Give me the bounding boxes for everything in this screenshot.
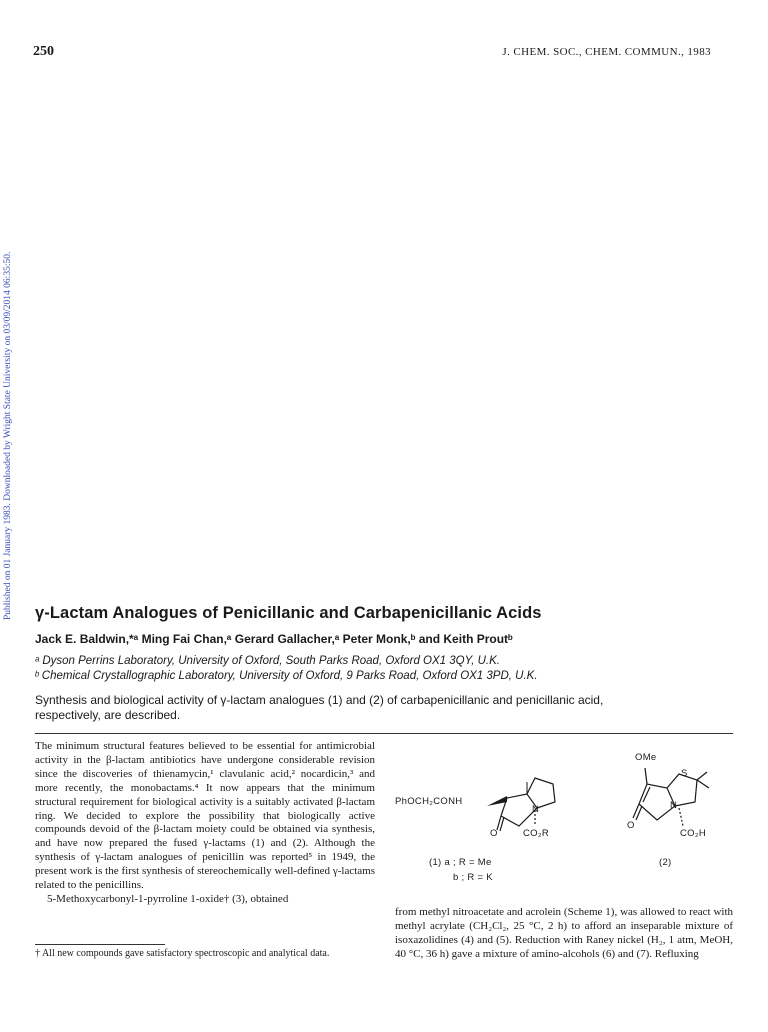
paragraph-intro: The minimum structural features believed to be essential for antimicrobial activity in the β-lactam antibiotics have undergone considerable revision since the discoveries of thienamycin,¹ clavulanic acid,² nocardicin,³ and more recently, the monobactams.⁴ It now appears that the minimum structural requirement for biological activity is a suitably activated β-lactam ring. We decided to explore the possibility that biologically active compounds devoid of the β-lactam moiety could be obtained via synthesis, and have now prepared the fused γ-lactams (1) and (2). Although the synthesis of γ-lactam analogues of penicillin was reported⁵ in 1949, the present work is the first synthesis of stereochemically well-defined γ-lactams related to the penicillins. [35, 740, 375, 892]
nitrogen-label-2: N [670, 800, 678, 811]
compound-1a-label: (1) a ; R = Me [429, 857, 492, 868]
structure-2-bonds [633, 768, 709, 826]
paragraph-continued: from methyl nitroacetate and acrolein (Scheme 1), was allowed to react with methyl acrylate (CH₂Cl₂, 25 °C, 2 h) to afford an inseparable mixture of isoxazolidines (4) and (5). Reduction with Raney nickel (H₂, 1 atm, MeOH, 40 °C, 36 h) gave a mixture of amino-alcohols (6) and (7). Refluxing [395, 906, 733, 960]
chemical-structures-figure [395, 744, 733, 894]
download-note[interactable]: Published on 01 January 1983. Downloaded by Wright State University on 03/09/2014 06:35:50. [3, 251, 13, 620]
body-column-right [395, 906, 733, 962]
affiliation-b: ᵇ Chemical Crystallographic Laboratory, University of Oxford, 9 Parks Road, Oxford OX1 3PD, U.K. [35, 670, 538, 682]
nitrogen-label: N [532, 804, 540, 815]
footnote-divider [35, 944, 165, 945]
structure-drawing [395, 744, 733, 894]
structure-1-bonds [497, 778, 555, 831]
sulfur-label: S [681, 768, 688, 779]
abstract: Synthesis and biological activity of γ-lactam analogues (1) and (2) of carbapenicillanic and penicillanic acid, respectively, are described. [35, 693, 604, 722]
oxygen-label: O [490, 828, 498, 839]
acid-label: CO₂H [680, 828, 706, 839]
article-title: γ-Lactam Analogues of Penicillanic and Carbapenicillanic Acids [35, 604, 542, 622]
author-list: Jack E. Baldwin,*ᵃ Ming Fai Chan,ᵃ Gerard Gallacher,ᵃ Peter Monk,ᵇ and Keith Proutᵇ [35, 632, 513, 646]
footnote: † All new compounds gave satisfactory spectroscopic and analytical data. [35, 948, 330, 959]
oxygen-label-2: O [627, 820, 635, 831]
stereo-wedge [487, 796, 507, 806]
section-divider [35, 733, 733, 734]
journal-header: J. CHEM. SOC., CHEM. COMMUN., 1983 [502, 46, 711, 58]
affiliation-a: ᵃ Dyson Perrins Laboratory, University of Oxford, South Parks Road, Oxford OX1 3QY, U.K. [35, 655, 500, 667]
body-column-left [35, 740, 375, 907]
page-number: 250 [33, 44, 54, 59]
download-sidebar [3, 180, 19, 620]
ester-label: CO₂R [523, 828, 549, 839]
methoxy-label: OMe [635, 752, 657, 763]
substituent-label: PhOCH₂CONH [395, 796, 463, 807]
paragraph-synthesis-start: 5-Methoxycarbonyl-1-pyrroline 1-oxide† (3), obtained [47, 892, 289, 905]
compound-1b-label: b ; R = K [453, 872, 493, 883]
compound-2-label: (2) [659, 857, 672, 868]
